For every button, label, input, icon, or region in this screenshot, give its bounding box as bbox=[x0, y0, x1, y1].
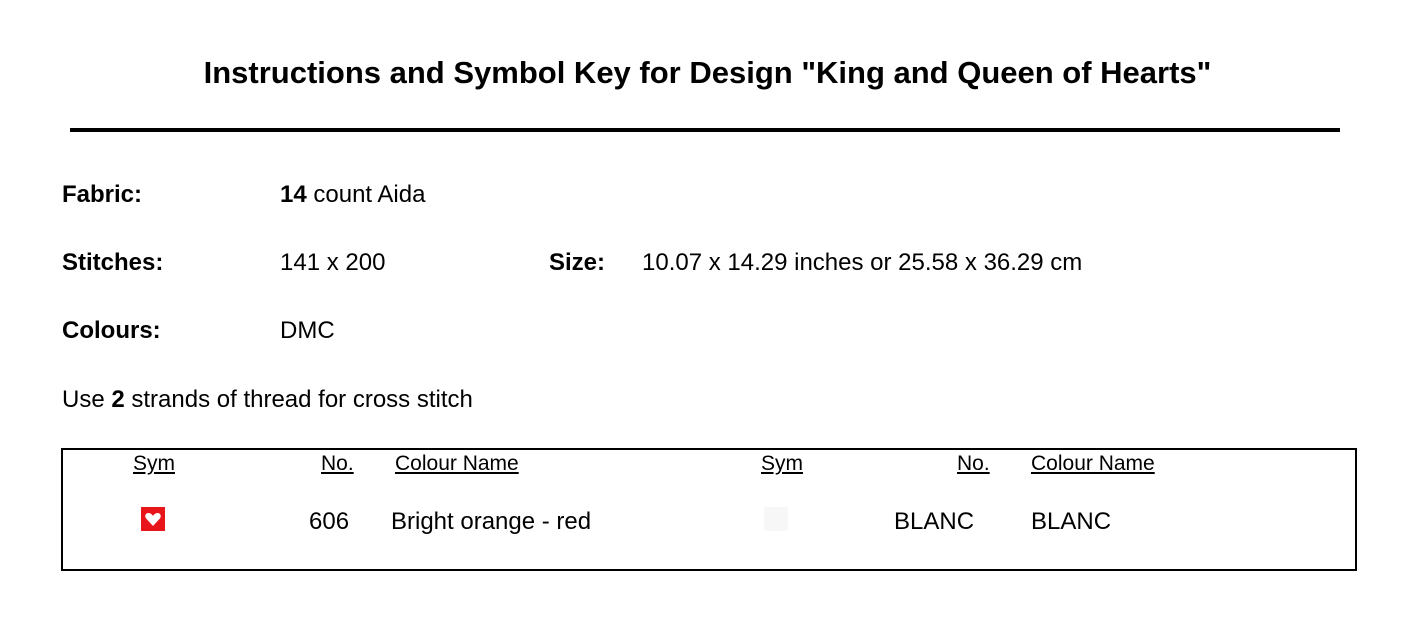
fabric-text: count Aida bbox=[306, 181, 426, 208]
strands-instruction bbox=[62, 386, 473, 414]
colours-value: DMC bbox=[280, 317, 335, 344]
fabric-label: Fabric: bbox=[62, 181, 143, 208]
header-sym-1: Sym bbox=[133, 452, 175, 475]
header-no-2: No. bbox=[957, 452, 990, 475]
strands-suffix: strands of thread for cross stitch bbox=[124, 386, 473, 413]
header-colour-name-2: Colour Name bbox=[1031, 452, 1155, 475]
page-title: Instructions and Symbol Key for Design "King and Queen of Hearts" bbox=[203, 55, 1212, 90]
strands-count: 2 bbox=[111, 386, 125, 413]
stitches-value: 141 x 200 bbox=[280, 249, 386, 276]
fabric-count: 14 bbox=[280, 181, 307, 208]
header-no-1: No. bbox=[321, 452, 354, 475]
heart-icon bbox=[141, 507, 165, 531]
blank-swatch-icon bbox=[764, 507, 788, 531]
size-value: 10.07 x 14.29 inches or 25.58 x 36.29 cm bbox=[642, 249, 1083, 276]
stitches-label: Stitches: bbox=[62, 249, 164, 276]
entry-1-no: 606 bbox=[309, 508, 350, 535]
header-sym-2: Sym bbox=[761, 452, 803, 475]
colours-label: Colours: bbox=[62, 317, 161, 344]
title-divider bbox=[70, 128, 1340, 132]
symbol-key-table bbox=[61, 448, 1357, 571]
entry-2-name: BLANC bbox=[1031, 508, 1112, 535]
fabric-value bbox=[280, 181, 425, 209]
header-colour-name-1: Colour Name bbox=[395, 452, 519, 475]
strands-prefix: Use bbox=[62, 386, 112, 413]
entry-2-no: BLANC bbox=[894, 508, 975, 535]
blank-swatch bbox=[764, 507, 788, 531]
size-label: Size: bbox=[549, 249, 606, 276]
entry-1-name: Bright orange - red bbox=[391, 508, 592, 535]
